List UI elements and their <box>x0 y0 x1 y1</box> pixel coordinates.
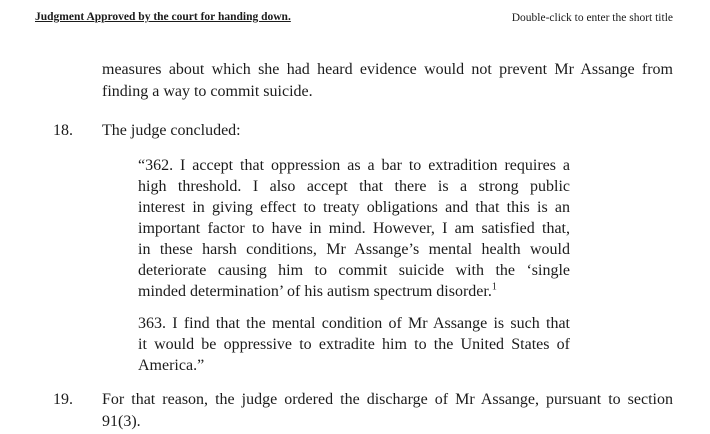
text-line: For that reason, the judge ordered the discharge of Mr Assange, pursuant to section <box>102 391 673 408</box>
text-line: high threshold. I also accept that there is a strong public <box>138 178 570 195</box>
paragraph-19 <box>102 389 673 433</box>
text-line: interest in giving effect to treaty obligations and that this is an <box>138 199 570 216</box>
text-line: it would be oppressive to extradite him to the United States of <box>138 336 570 353</box>
text-segment: minded determination’ of his autism spectrum disorder. <box>138 283 492 300</box>
paragraph-number-19: 19. <box>53 391 73 408</box>
paragraph-continuation <box>102 59 673 103</box>
text-line: in these harsh conditions, Mr Assange’s mental health would <box>138 241 570 258</box>
text-line: deteriorate causing him to commit suicide with the ‘single <box>138 262 570 279</box>
text-line: 363. I find that the mental condition of Mr Assange is such that <box>138 315 570 332</box>
text-line: America.” <box>138 357 205 374</box>
text-line: The judge concluded: <box>102 122 241 139</box>
text-line: important factor to have in mind. However, I am satisfied that, <box>138 220 570 237</box>
footnote-reference-1: 1 <box>491 281 497 293</box>
paragraph-18 <box>102 120 673 142</box>
paragraph-number-18: 18. <box>53 122 73 139</box>
text-line: “362. I accept that oppression as a bar to extradition requires a <box>138 157 570 174</box>
text-line: 91(3). <box>102 413 141 430</box>
text-line <box>138 281 570 302</box>
text-line: finding a way to commit suicide. <box>102 83 313 100</box>
judgment-approved-header-title: Judgment Approved by the court for handing down. <box>35 11 291 23</box>
quote-paragraph-362 <box>138 155 570 302</box>
short-title-field-placeholder[interactable]: Double-click to enter the short title <box>511 12 673 24</box>
quote-paragraph-363 <box>138 313 570 376</box>
text-line: measures about which she had heard evidence would not prevent Mr Assange from <box>102 61 673 78</box>
